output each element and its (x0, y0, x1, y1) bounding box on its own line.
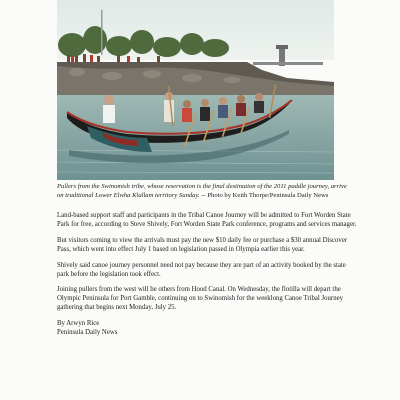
publication-name: Peninsula Daily News (57, 329, 118, 337)
caption-text: Pullers from the Swinomish tribe, whose reservation is the final destination of the 2011 paddle journey, arrive on traditional Lower Elwha Klallam territory Sunday. (57, 183, 347, 199)
byline: By Arwyn Rice (57, 320, 100, 328)
signature (57, 320, 357, 338)
photo-caption (57, 183, 347, 200)
article-paragraph: But visitors coming to view the arrivals must pay the new $10 daily fee or purchase a $30 annual Discover Pass, which went into effect July 1 based on legislation passed in Olympia earlier this year. (57, 236, 348, 253)
caption-credit: -- Photo by Keith Thorpe/Peninsula Daily News (199, 191, 329, 199)
article-paragraph: Land-based support staff and participants in the Tribal Canoe Journey will be admitted to Fort Worden State Park for free, according to Steve Shively, Fort Worden State Park conference, programs and services manager. (57, 212, 357, 228)
article-body (57, 212, 357, 338)
article-paragraph: Shively said canoe journey personnel need not pay because they are part of an activity booked by the state park before the legislation took effect. (57, 261, 346, 278)
canoe-photo (57, 0, 334, 180)
article-paragraph: Joining pullers from the west will be others from Hood Canal. On Wednesday, the flotilla will depart the Olympic Peninsula for Port Gamble, continuing on to Swinomish for the weeklong Canoe Tribal Journey gathering that begins next Monday, July 25. (57, 286, 344, 312)
